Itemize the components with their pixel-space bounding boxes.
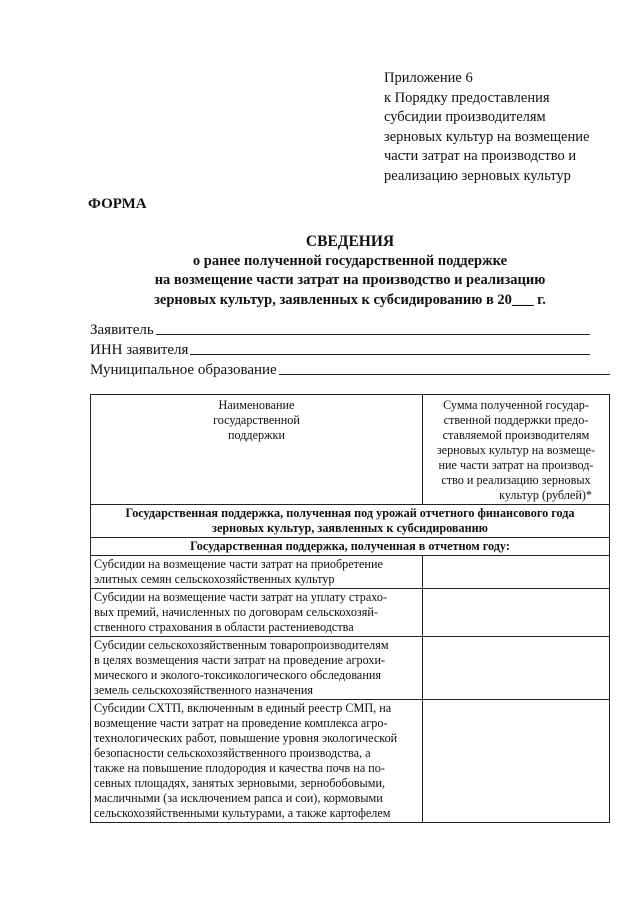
inn-blank-line[interactable]: [190, 354, 590, 355]
section-row-harvest-year: [91, 505, 610, 538]
document-title: СВЕДЕНИЯ: [305, 233, 395, 250]
cell-line: в целях возмещения части затрат на проведение агрохи-: [94, 653, 386, 667]
applicant-fields: [90, 319, 610, 379]
applicant-label: Заявитель: [90, 322, 154, 338]
header-line: государственной: [213, 413, 300, 427]
cell-line: сельскохозяйственными культурами, а также картофелем: [94, 806, 391, 820]
header-line: Сумма полученной государ-: [443, 398, 589, 412]
cell-line: мического и эколого-токсикологического обследования: [94, 668, 381, 682]
cell-line: масличными (за исключением рапса и сои), кормовыми: [94, 791, 383, 805]
section-line: Государственная поддержка, полученная под урожай отчетного финансового года: [125, 506, 575, 520]
support-name-cell: [91, 700, 423, 823]
cell-line: безопасности сельскохозяйственного производства, а: [94, 746, 371, 760]
table-row: [91, 589, 610, 637]
header-line: ственной поддержки предо-: [443, 413, 589, 427]
section-heading: [91, 505, 610, 538]
table-header-row: [91, 395, 610, 505]
cell-line: технологических работ, повышение уровня экологической: [94, 731, 398, 745]
header-line: культур (рублей)*: [499, 488, 592, 502]
document-heading: [90, 232, 610, 310]
header-line: Наименование: [218, 398, 295, 412]
header-line: ство и реализацию зерновых: [441, 473, 591, 487]
municipality-label: Муниципальное образование: [90, 362, 277, 378]
table-row: [91, 637, 610, 700]
appendix-line: зерновых культур на возмещение: [384, 128, 590, 145]
appendix-line: реализацию зерновых культур: [384, 167, 571, 184]
header-line: поддержки: [227, 428, 286, 442]
inn-field[interactable]: [90, 339, 590, 359]
support-table: [90, 394, 610, 823]
section-heading: Государственная поддержка, полученная в отчетном году:: [91, 538, 610, 556]
heading-line: на возмещение части затрат на производство и реализацию: [154, 272, 546, 288]
support-amount-cell[interactable]: [423, 637, 610, 700]
form-label: ФОРМА: [88, 196, 147, 212]
cell-line: земель сельскохозяйственного назначения: [94, 683, 313, 697]
support-amount-cell[interactable]: [423, 700, 610, 823]
cell-line: Субсидии на возмещение части затрат на уплату страхо-: [94, 590, 388, 604]
cell-line: вых премий, начисленных по договорам сельскохозяй-: [94, 605, 378, 619]
support-name-cell: [91, 556, 423, 589]
support-amount-cell[interactable]: [423, 556, 610, 589]
appendix-line: Приложение 6: [384, 70, 473, 86]
cell-line: возмещение части затрат на проведение комплекса агро-: [94, 716, 388, 730]
applicant-blank-line[interactable]: [156, 334, 590, 335]
header-line: зерновых культур на возмеще-: [436, 443, 596, 457]
appendix-line: к Порядку предоставления: [384, 89, 550, 106]
table-row: [91, 700, 610, 823]
cell-line: Субсидии на возмещение части затрат на приобретение: [94, 557, 383, 571]
cell-line: элитных семян сельскохозяйственных культур: [94, 572, 335, 586]
header-line: ние части затрат на производ-: [438, 458, 594, 472]
header-support-amount: [423, 395, 610, 505]
municipality-field[interactable]: [90, 359, 610, 379]
support-name-cell: [91, 589, 423, 637]
cell-line: Субсидии СХТП, включенным в единый реестр СМП, на: [94, 701, 392, 715]
header-support-name: [91, 395, 423, 505]
support-amount-cell[interactable]: [423, 589, 610, 637]
support-name-cell: [91, 637, 423, 700]
cell-line: ственного страхования в области растениеводства: [94, 620, 354, 634]
appendix-block: [384, 69, 624, 186]
cell-line: севных площадях, занятых зерновыми, зернобобовыми,: [94, 776, 386, 790]
applicant-field[interactable]: [90, 319, 590, 339]
heading-line: о ранее полученной государственной поддержке: [192, 252, 508, 269]
appendix-line: части затрат на производство и: [384, 148, 577, 164]
inn-label: ИНН заявителя: [90, 342, 189, 358]
heading-line: зерновых культур, заявленных к субсидированию в 20___ г.: [154, 291, 546, 308]
section-row-reporting-year: [91, 538, 610, 556]
header-line: ставляемой производителям: [442, 428, 590, 442]
appendix-line: субсидии производителям: [384, 109, 546, 125]
cell-line: Субсидии сельскохозяйственным товаропроизводителям: [94, 638, 389, 652]
table-row: [91, 556, 610, 589]
cell-line: также на повышение плодородия и качества почв на по-: [94, 761, 385, 775]
municipality-blank-line[interactable]: [279, 374, 610, 375]
section-line: зерновых культур, заявленных к субсидированию: [212, 521, 488, 535]
